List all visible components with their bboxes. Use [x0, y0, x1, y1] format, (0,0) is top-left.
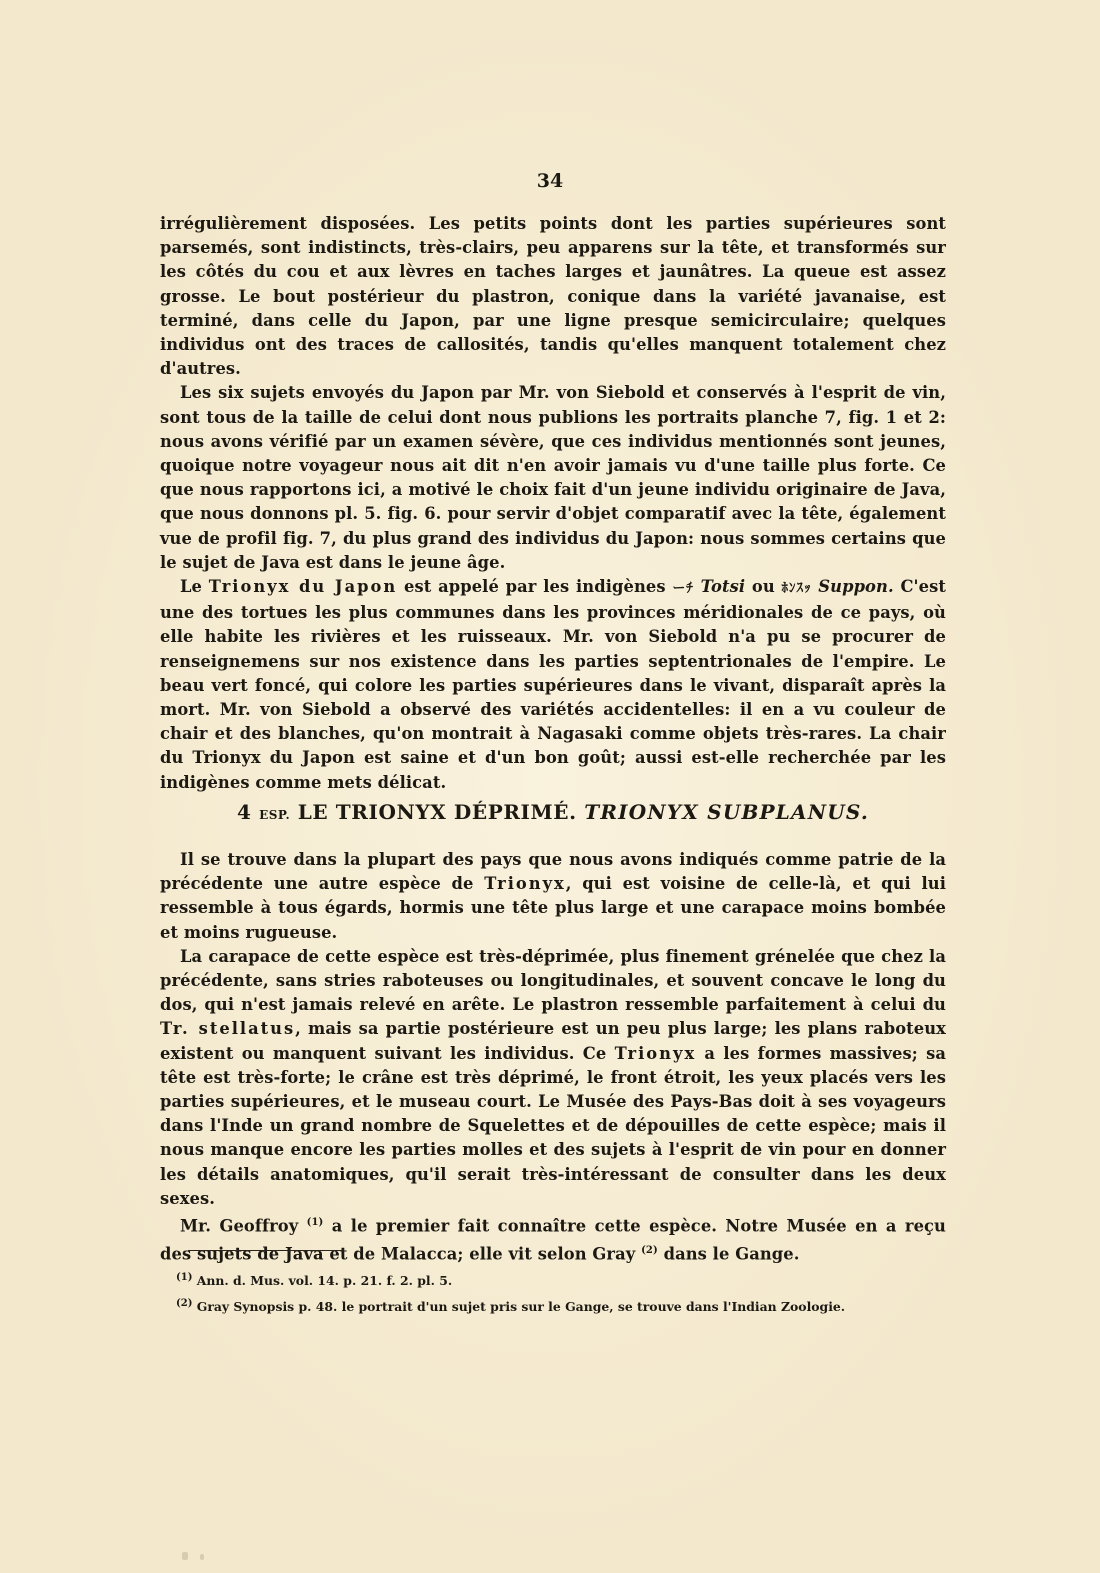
species-name: Trionyx: [484, 874, 566, 894]
text-span: , mais sa partie postérieure est un peu plus large; les plans raboteux existent ou manquent suivant les individus. Ce: [160, 1019, 946, 1063]
footnotes: [176, 1266, 936, 1318]
section-heading: [160, 800, 946, 824]
text-span: dans le Gange.: [657, 1244, 800, 1264]
japanese-glyphs-totsi: ーﾁ: [672, 581, 694, 597]
footnote-mark: (2): [176, 1298, 193, 1310]
footnote-2: [176, 1292, 936, 1318]
body-text-section: [160, 848, 946, 1266]
heading-esp: ESP.: [259, 808, 291, 822]
text-span: , qui est voisine de celle-là, et qui lui ressemble à tous égards, hormis une tête plus large et une carapace moins bombée et moins rugueuse.: [160, 874, 947, 942]
body-text-top: [160, 212, 946, 795]
species-name: Trionyx: [614, 1043, 697, 1063]
paragraph-subplanus-carapace: [160, 945, 946, 1211]
paragraph-siebold-specimens: Les six sujets envoyés du Japon par Mr. von Siebold et conservés à l'esprit de vin, sont tous de la taille de celui dont nous publions les portraits planche 7, fig. 1 et 2: nous avons vérifié par un examen sévère, que ces individus mentionnés sont jeunes, quoique notre voyageur nous ait dit n'en avoir jamais vu d'une taille plus forte. Ce que nous rapportons ici, a motivé le choix fait d'un jeune individu originaire de Java, que nous donnons pl. 5. fig. 6. pour servir d'objet comparatif avec la tête, également vue de profil fig. 7, du plus grand des individus du Japon: nous sommes certains que le sujet de Java est dans le jeune âge.: [160, 383, 946, 572]
footnote-ref-2: (2): [641, 1244, 658, 1256]
text-span: Le: [180, 577, 209, 597]
heading-french: LE TRIONYX DÉPRIMÉ.: [297, 800, 577, 824]
paper-speck: [200, 1554, 204, 1560]
paragraph-continued: irrégulièrement disposées. Les petits points dont les parties supérieures sont parsemés, sont indistincts, très-clairs, peu apparens sur la tête, et transformés sur les côtés du cou et aux lèvres en taches larges et jaunâtres. La queue est assez grosse. Le bout postérieur du plastron, conique dans la variété javanaise, est terminé, dans celle du Japon, par une ligne presque semicirculaire; quelques individus ont des traces de callosités, tandis qu'elles manquent totalement chez d'autres.: [160, 214, 946, 379]
heading-number: 4: [237, 800, 252, 824]
paragraph-japan-trionyx: [160, 575, 946, 795]
japanese-glyphs-suppon: ﾎﾝｽｯ: [781, 581, 812, 597]
paragraph-subplanus-intro: [160, 848, 946, 945]
species-name: Tr. stellatus: [160, 1019, 296, 1039]
text-span: Mr. Geoffroy: [180, 1216, 307, 1236]
footnote-1: [176, 1266, 936, 1292]
footnote-divider: [188, 1250, 344, 1251]
text-span: C'est une des tortues les plus communes dans les provinces méridionales de ce pays, où elle habite les rivières et les ruisseaux. Mr. von Siebold n'a pu se procurer de renseignemens sur nos existence dans les parties septentrionales de l'empire. Le beau vert foncé, qui colore les parties supérieures dans le vivant, disparaît après la mort. Mr. von Siebold a observé des variétés accidentelles: il en a vu couleur de chair et des blanches, qu'on montrait à Nagasaki comme objets très-rares. La chair du Trionyx du Japon est saine et d'un bon goût; aussi est-elle recherchée par les indigènes comme mets délicat.: [160, 577, 946, 792]
text-span: a les formes massives; sa tête est très-forte; le crâne est très déprimé, le front étroit, les yeux placés vers les parties supérieures, et le museau court. Le Musée des Pays-Bas doit à ses voyageurs dans l'Inde un grand nombre de Squelettes et de dépouilles de cette espèce; mais il nous manque encore les parties molles et des sujets à l'esprit de vin pour en donner les détails anatomiques, qu'il serait très-intéressant de consulter dans les deux sexes.: [160, 1043, 947, 1208]
text-span: est appelé par les indigènes: [397, 577, 673, 597]
text-span: Il se trouve dans la plupart des pays que nous avons indiqués comme patrie de la précédente une autre espèce de: [160, 850, 946, 894]
footnote-ref-1: (1): [306, 1217, 324, 1229]
page-number: 34: [536, 170, 564, 192]
native-name-suppon: Suppon.: [818, 577, 894, 597]
footnote-text: Ann. d. Mus. vol. 14. p. 21. f. 2. pl. 5.: [192, 1273, 453, 1289]
paragraph-subplanus-sources: [160, 1211, 946, 1266]
heading-latin: TRIONYX SUBPLANUS.: [584, 800, 869, 824]
paper-speck: [182, 1552, 188, 1560]
native-name-totsi: Totsi: [700, 577, 746, 597]
text-span: ou: [745, 577, 782, 597]
footnote-text: Gray Synopsis p. 48. le portrait d'un sujet pris sur le Gange, se trouve dans l'Indian Zoologie.: [192, 1299, 846, 1315]
text-span: a le premier fait connaître cette espèce. Notre Musée en a reçu des sujets de Java et de Malacca; elle vit selon Gray: [160, 1216, 946, 1264]
footnote-mark: (1): [176, 1272, 193, 1283]
text-span: La carapace de cette espèce est très-déprimée, plus finement grénelée que chez la précédente, sans stries raboteuses ou longitudinales, et souvent concave le long du dos, qui n'est jamais relevé en arête. Le plastron ressemble parfaitement à celui du: [160, 946, 946, 1015]
species-name: Trionyx du Japon: [208, 577, 398, 597]
